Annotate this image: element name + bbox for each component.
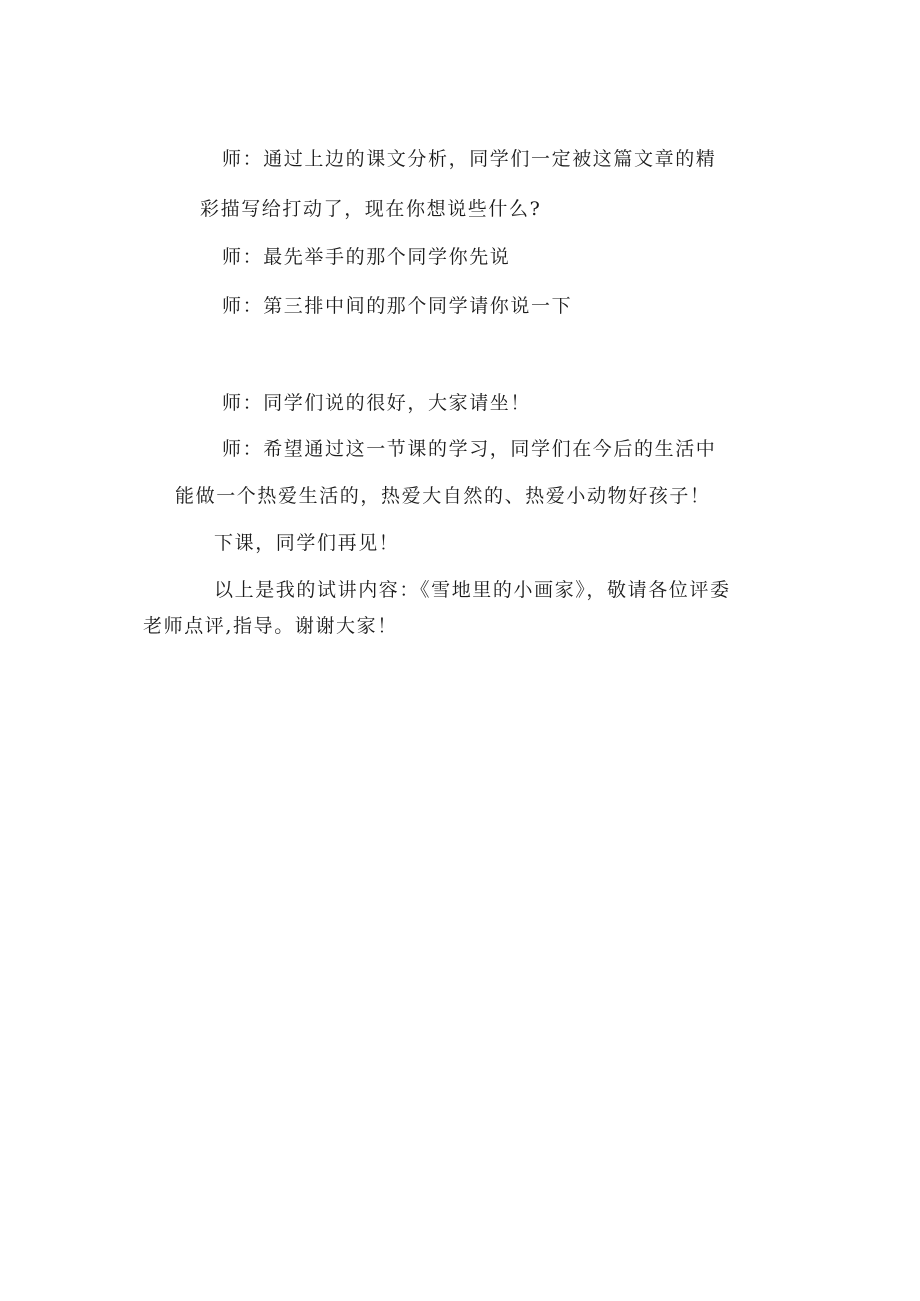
teacher-line-first-hand: 师：最先举手的那个同学你先说 [222,246,511,268]
teacher-line-third-row: 师：第三排中间的那个同学请你说一下 [222,295,573,317]
teacher-line-hope-start: 师：希望通过这一节课的学习，同学们在今后的生活中 [222,438,717,460]
teacher-line-hope-end: 能做一个热爱生活的，热爱大自然的、热爱小动物好孩子！ [175,485,711,507]
closing-line-end: 老师点评,指导。谢谢大家！ [143,615,398,637]
teacher-line-analysis-start: 师：通过上边的课文分析，同学们一定被这篇文章的精 [222,148,717,170]
class-dismissal-line: 下课，同学们再见！ [214,532,400,554]
teacher-line-analysis-end: 彩描写给打动了，现在你想说些什么? [200,198,542,220]
teacher-line-praise: 师：同学们说的很好，大家请坐！ [222,392,532,414]
closing-line-start: 以上是我的试讲内容：《雪地里的小画家》，敬请各位评委 [214,579,731,601]
